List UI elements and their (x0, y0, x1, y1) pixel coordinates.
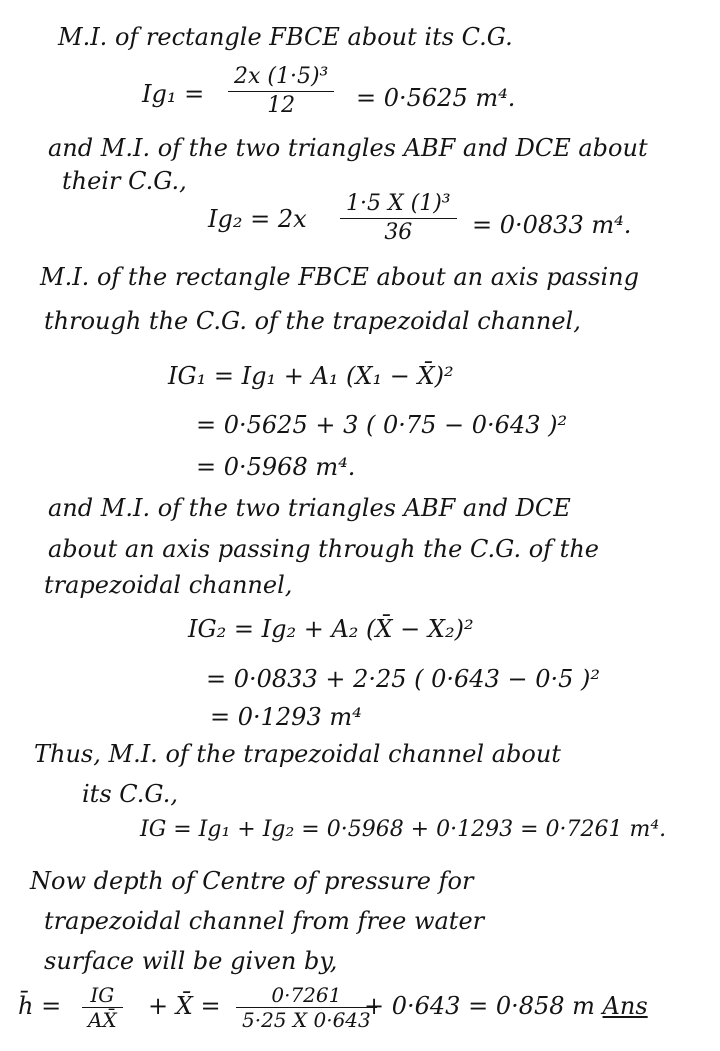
eq-ig2-lhs: Ig₂ = 2x (208, 205, 307, 233)
eq-ig2-denominator: 36 (384, 220, 413, 245)
eq-hbar-value: + 0·643 = 0·858 m (364, 992, 595, 1020)
text-their-cg: their C.G., (62, 167, 187, 195)
eq-hbar-fraction-1 (82, 983, 123, 1032)
text-surface-given: surface will be given by, (44, 947, 338, 975)
eq-hbar-lhs: h̄ = (18, 992, 62, 1020)
text-trapezoidal-channel: trapezoidal channel, (44, 571, 293, 599)
eq-IG2-substitution: = 0·0833 + 2·25 ( 0·643 − 0·5 )² (206, 665, 600, 693)
eq-ig1-fraction (228, 63, 334, 120)
eq-hbar-result (364, 991, 648, 1021)
eq-ig2-fraction (340, 190, 457, 247)
eq-ig1-lhs: Ig₁ = (142, 80, 205, 108)
heading-mi-rectangle: M.I. of rectangle FBCE about its C.G. (58, 23, 513, 51)
eq-ig1-result: = 0·5625 m⁴. (356, 84, 516, 112)
answer-label: Ans (602, 992, 648, 1020)
eq-hbar-mid: + X̄ = (148, 992, 221, 1020)
eq-IG2: IG₂ = Ig₂ + A₂ (X̄ − X₂)² (188, 615, 474, 643)
eq-IG-total: IG = Ig₁ + Ig₂ = 0·5968 + 0·1293 = 0·7261 m⁴. (140, 817, 667, 842)
text-thus-mi: Thus, M.I. of the trapezoidal channel about (34, 740, 561, 768)
eq-hbar-fraction-2 (236, 983, 377, 1032)
text-trapezoidal-free: trapezoidal channel from free water (44, 907, 485, 935)
eq-hbar-f2-numerator: 0·7261 (271, 983, 342, 1007)
eq-IG1-substitution: = 0·5625 + 3 ( 0·75 − 0·643 )² (196, 411, 568, 439)
text-rectangle-axis: M.I. of the rectangle FBCE about an axis passing (40, 263, 639, 291)
eq-IG1-result: = 0·5968 m⁴. (196, 453, 356, 481)
text-through-cg: through the C.G. of the trapezoidal channel, (44, 307, 581, 335)
text-triangles-axis: and M.I. of the two triangles ABF and DCE (48, 494, 571, 522)
eq-IG2-result: = 0·1293 m⁴ (210, 703, 362, 731)
eq-ig2-numerator: 1·5 X (1)³ (346, 191, 451, 216)
text-depth-centre: Now depth of Centre of pressure for (30, 867, 474, 895)
text-its-cg: its C.G., (82, 780, 178, 808)
eq-hbar-f1-denominator: AX̄ (88, 1008, 117, 1032)
eq-hbar-f2-denominator: 5·25 X 0·643 (242, 1008, 371, 1032)
text-triangles-heading: and M.I. of the two triangles ABF and DCE about (48, 134, 648, 162)
eq-IG1: IG₁ = Ig₁ + A₁ (X₁ − X̄)² (168, 362, 454, 390)
text-about-axis: about an axis passing through the C.G. of the (48, 535, 599, 563)
eq-ig2-result: = 0·0833 m⁴. (472, 211, 632, 239)
eq-ig1-numerator: 2x (1·5)³ (234, 64, 329, 89)
eq-ig1-denominator: 12 (267, 93, 296, 118)
eq-hbar-f1-numerator: IG (90, 983, 115, 1007)
